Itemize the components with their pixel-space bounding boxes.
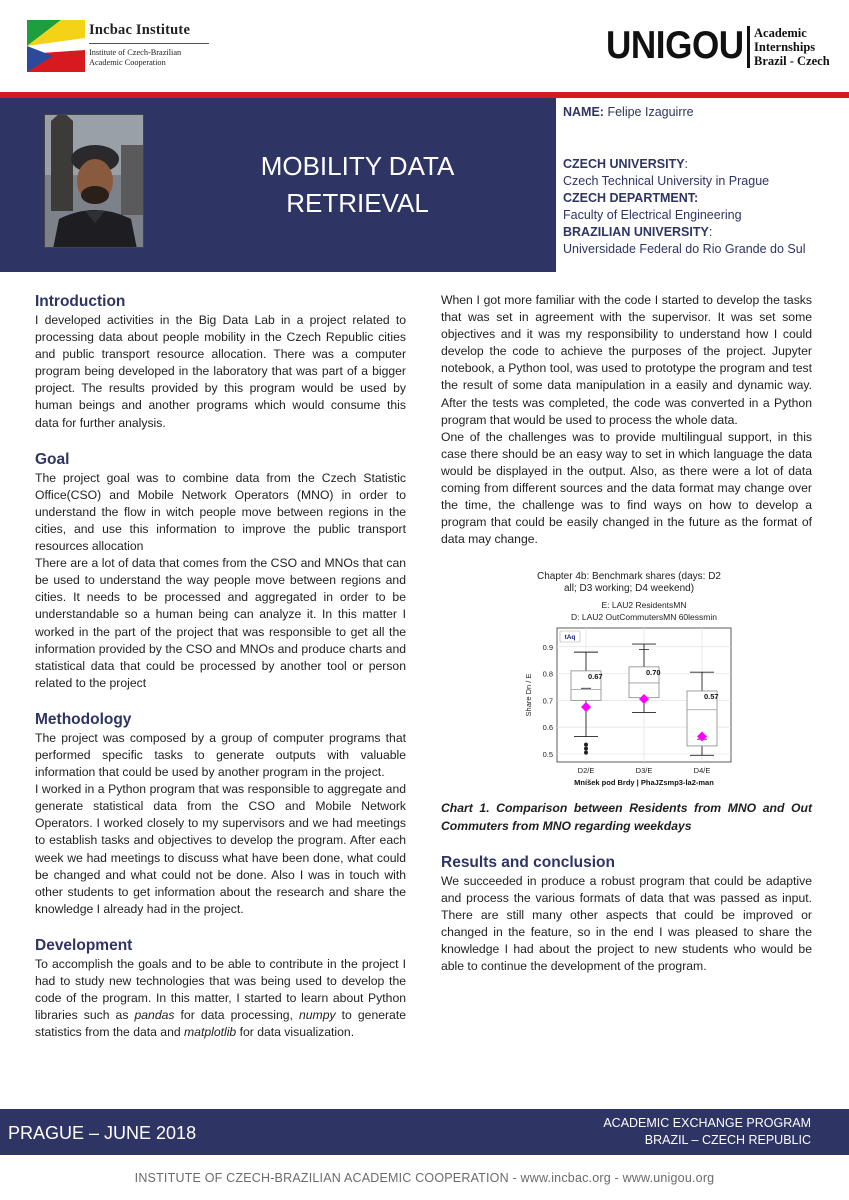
student-photo <box>44 114 144 248</box>
brazilian-university-value: Universidade Federal do Rio Grande do Sul <box>563 242 806 256</box>
section-spacer <box>441 835 812 847</box>
right-column <box>441 292 812 975</box>
chart-caption: Chart 1. Comparison between Residents from MNO and Out Commuters from MNO regarding weekdays <box>441 801 812 833</box>
chart-subtitle: E: LAU2 ResidentsMN <box>601 600 687 611</box>
student-info <box>563 104 843 258</box>
goal-heading: Goal <box>35 450 70 468</box>
incbac-subtitle-line: Institute of Czech-Brazilian <box>89 48 182 57</box>
x-tick-label: D4/E <box>693 766 711 776</box>
student-affiliations <box>563 156 843 258</box>
y-tick-label: 0.7 <box>542 696 553 706</box>
unigou-tagline <box>754 26 830 68</box>
unigou-divider <box>747 26 750 68</box>
methodology-paragraph-2: I worked in a Python program that was responsible to aggregate and generate statistical data from the CSO and Mobile Network Operators. I worked closely to my supervisors and we had meetings to establish tasks and objectives to develop the program. After each week we had meetings to discuss what have been done, what could be changed and what could not be done. Also I was in touch with other students to get information about the research and share the knowledge I already had in the project. <box>35 782 406 916</box>
footer-program <box>603 1115 811 1149</box>
poster-title-line: MOBILITY DATA <box>260 151 455 181</box>
box-outlier <box>584 747 588 751</box>
incbac-logo <box>27 20 197 72</box>
y-axis-label: Share Dn / E <box>524 673 533 717</box>
benchmark-chart-svg <box>499 566 739 792</box>
czech-university-label-row: CZECH UNIVERSITY: <box>563 157 689 171</box>
development-text: for data visualization. <box>236 1025 355 1040</box>
footer-program-line: BRAZIL – CZECH REPUBLIC <box>644 1133 811 1147</box>
incbac-divider <box>89 43 209 44</box>
incbac-name: Incbac Institute <box>89 22 191 38</box>
introduction-text: I developed activities in the Big Data Lab in a project related to processing data about people mobility in the Czech Republic cities and public transport resource allocation. There was a computer program being developed in the laboratory that was part of a bigger project. The results provided by this program would be used by human beings and another programs which would consume this data for further analysis. <box>35 313 406 430</box>
numpy-term: numpy <box>299 1008 336 1023</box>
box-outlier <box>584 751 588 755</box>
development-text: for data processing, <box>174 1008 299 1023</box>
unigou-wordmark: UNIGOU <box>606 24 744 67</box>
results-heading: Results and conclusion <box>441 853 615 871</box>
student-name-label: NAME: <box>563 105 604 119</box>
methodology-paragraph-1: The project was composed by a group of computer programs that performed specific tasks to generate outputs with valuable information that could be used by another program in the project. <box>35 730 406 780</box>
development-heading: Development <box>35 936 133 954</box>
brazilian-university-label: BRAZILIAN UNIVERSITY <box>563 225 709 239</box>
left-column <box>35 292 406 1041</box>
unigou-tagline-line: Internships <box>754 40 816 54</box>
introduction-heading: Introduction <box>35 293 126 310</box>
incbac-subtitle-line: Academic Cooperation <box>89 58 166 67</box>
czech-department-value: Faculty of Electrical Engineering <box>563 208 742 222</box>
development-continued-paragraph-1: When I got more familiar with the code I started to develop the tasks that was set in agreement with the supervisor. It was set some objectives and it was my responsibility to understand how I could develop the code to achieve the purposes of the project. Jupyter notebook, a Python tool, was used to prototype the program and test the result of some data manipulation in a easily and dynamic way. After the tests was completed, the code was converted in a Python program that would be used to process the whole data. <box>441 293 812 427</box>
student-name-value: Felipe Izaguirre <box>607 105 694 119</box>
development-text: to generate statistics from the data and <box>35 1008 406 1040</box>
chart-title: all; D3 working; D4 weekend) <box>563 583 695 595</box>
footer-program-line: ACADEMIC EXCHANGE PROGRAM <box>603 1116 811 1130</box>
unigou-tagline-line: Brazil - Czech <box>754 54 830 68</box>
poster-title-line: RETRIEVAL <box>286 188 429 218</box>
chart-badge-label: tAq <box>564 634 576 642</box>
section-spacer <box>35 692 406 704</box>
incbac-subtitle <box>89 48 181 68</box>
footer-location-date: PRAGUE – JUNE 2018 <box>8 1123 197 1143</box>
box-mean-label: 0.57 <box>704 692 719 702</box>
goal-paragraph-2: There are a lot of data that comes from the CSO and MNOs that can be used to understand the way people move between regions and cities. It needs to be processed and aggregated in order to be understandable so a human being can analyze it. In this matter I worked in the part of the project that was responsible to get all the information provided by the CSO and MNOs and produce charts and statistical data that could be processed by another tool or person related to the project <box>35 556 406 690</box>
methodology-heading: Methodology <box>35 710 132 728</box>
box-mean-label: 0.67 <box>588 672 603 682</box>
student-photo-illustration <box>45 115 144 248</box>
footer-bar <box>0 1109 849 1155</box>
x-tick-label: D3/E <box>635 766 653 776</box>
y-tick-label: 0.9 <box>542 643 553 653</box>
title-banner <box>0 98 556 272</box>
czech-brazil-flag-icon <box>27 20 85 72</box>
x-tick-label: D2/E <box>577 766 595 776</box>
y-tick-label: 0.8 <box>542 669 553 679</box>
section-spacer <box>35 432 406 444</box>
development-continued-paragraph-2: One of the challenges was to provide multilingual support, in this case there should be an easy way to set in which language the data would be displayed in the output. Also, as there were a lot of data coming from different sources and the data format may change over the time, the challenge was to find ways on how to develop a program that could be easily changed in the future as the format of data may change. <box>441 429 812 547</box>
footer-institute-links: INSTITUTE OF CZECH-BRAZILIAN ACADEMIC COOPERATION - www.incbac.org - www.unigou.org <box>134 1171 715 1185</box>
unigou-tagline-line: Academic <box>754 26 807 40</box>
goal-paragraph-1: The project goal was to combine data from the Czech Statistic Office(CSO) and Mobile Network Operators (MNO) in order to understand the flow in witch people move between regions in the cities, and use this information to improve the public transport resources allocation <box>35 470 406 554</box>
page-header <box>0 0 849 92</box>
czech-department-label: CZECH DEPARTMENT: <box>563 191 699 205</box>
development-text: To accomplish the goals and to be able to contribute in the project I had to study new technologies that was being used to develop the code of the program. In this matter, I started to learn about Python libraries such as <box>35 956 406 1023</box>
chart-subtitle: D: LAU2 OutCommutersMN 60lessmin <box>571 612 717 623</box>
box-outlier <box>584 743 588 747</box>
matplotlib-term: matplotlib <box>184 1025 237 1040</box>
results-text: We succeeded in produce a robust program that could be adaptive and process the various formats of data that was passed as input. There are still many other aspects that could be improved or changed in the feature, so in the end I was pleased to share the knowledge I had about the project to new students who would be able to continue the development of the program. <box>441 873 812 974</box>
czech-university-label: CZECH UNIVERSITY <box>563 157 685 171</box>
development-paragraph <box>35 956 406 1041</box>
student-name-row <box>563 104 843 121</box>
box-mean-label: 0.70 <box>646 668 661 678</box>
czech-university-value: Czech Technical University in Prague <box>563 174 770 188</box>
poster-title <box>200 148 515 222</box>
pandas-term: pandas <box>134 1008 175 1023</box>
y-tick-label: 0.6 <box>542 723 553 733</box>
unigou-logo <box>606 24 836 72</box>
y-tick-label: 0.5 <box>542 750 553 760</box>
chart-title: Chapter 4b: Benchmark shares (days: D2 <box>537 571 721 583</box>
brazilian-university-label-row: BRAZILIAN UNIVERSITY: <box>563 225 713 239</box>
section-spacer <box>35 918 406 930</box>
benchmark-chart <box>499 566 739 792</box>
x-axis-label: Mníšek pod Brdy | PhaJZsmp3-la2-man <box>574 778 714 788</box>
